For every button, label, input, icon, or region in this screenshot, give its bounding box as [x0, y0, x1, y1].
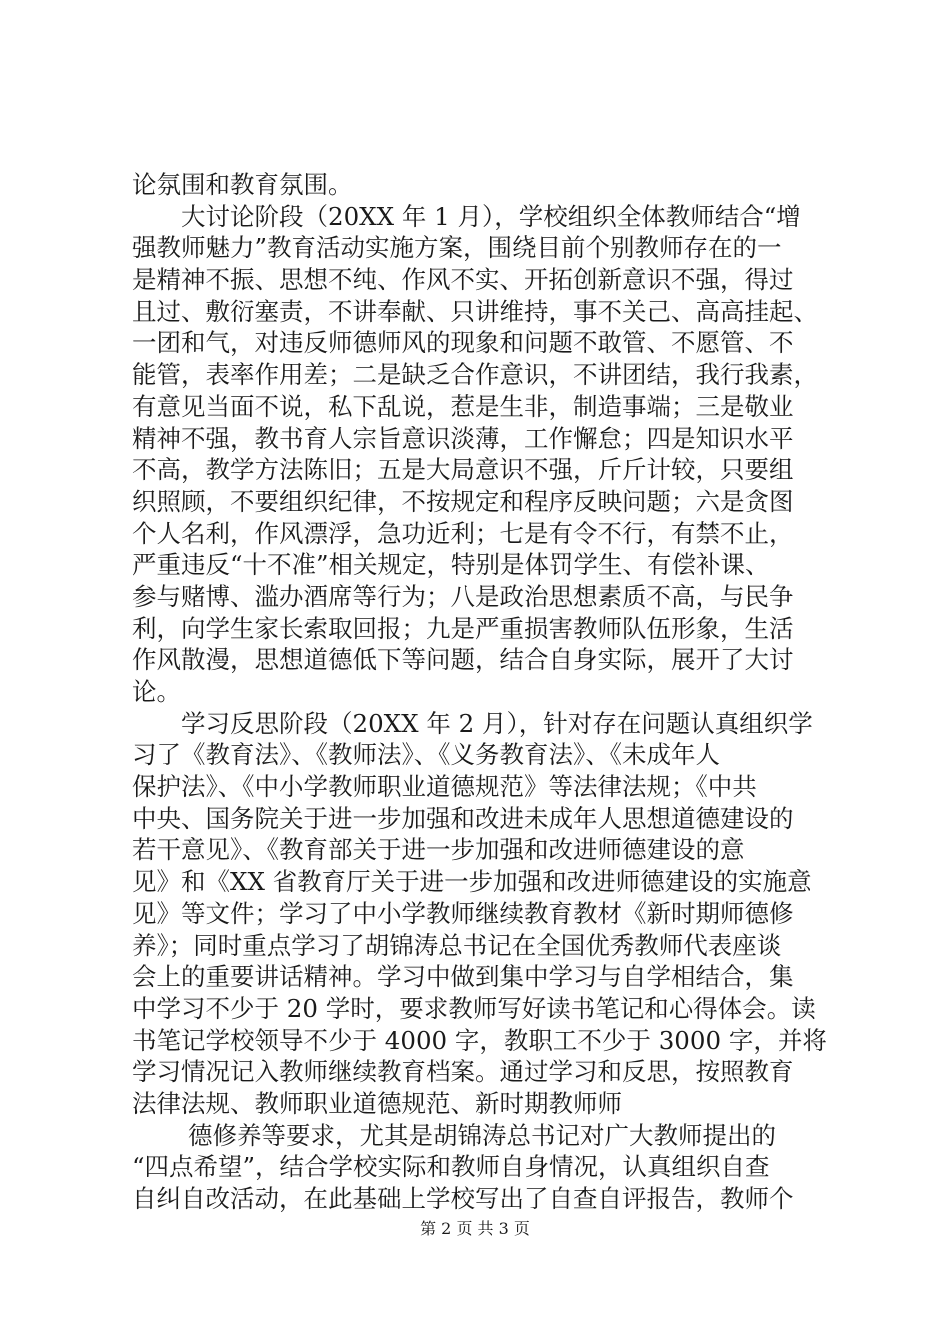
- text-line: 保护法》、《中小学教师职业道德规范》等法律法规；《中共: [132, 772, 757, 802]
- text-line: 参与赌博、滥办酒席等行为；八是政治思想素质不高，与民争: [132, 581, 794, 611]
- text-line: 是精神不振、思想不纯、作风不实、开拓创新意识不强，得过: [132, 265, 794, 295]
- text-line: 见》等文件；学习了中小学教师继续教育教材《新时期师德修: [132, 898, 794, 928]
- text-line: 论氛围和教育氛围。: [132, 170, 353, 199]
- text-line: 论。: [132, 677, 181, 706]
- text-line: 见》和《XX 省教育厅关于进一步加强和改进师德建设的实施意: [132, 867, 812, 897]
- text-line: 学习情况记入教师继续教育档案。通过学习和反思，按照教育: [132, 1057, 794, 1087]
- text-line: 有意见当面不说，私下乱说，惹是生非，制造事端；三是敬业: [132, 391, 794, 421]
- paragraph-start-line: 德修养等要求，尤其是胡锦涛总书记对广大教师提出的: [188, 1120, 776, 1150]
- text-line: 一团和气，对违反师德师风的现象和问题不敢管、不愿管、不: [132, 328, 794, 358]
- text-line: 养》；同时重点学习了胡锦涛总书记在全国优秀教师代表座谈: [132, 930, 782, 960]
- paragraph-start-line: 学习反思阶段（20XX 年 2 月），针对存在问题认真组织学: [181, 708, 813, 738]
- text-line: 严重违反“十不准”相关规定，特别是体罚学生、有偿补课、: [132, 550, 770, 580]
- text-line: 书笔记学校领导不少于 4000 字，教职工不少于 3000 字，并将: [132, 1025, 827, 1055]
- paragraph-start-line: 大讨论阶段（20XX 年 1 月），学校组织全体教师结合“增: [181, 201, 801, 231]
- text-line: 法律法规、教师职业道德规范、新时期教师师: [132, 1088, 622, 1118]
- text-line: 织照顾，不要组织纪律，不按规定和程序反映问题；六是贪图: [132, 486, 794, 516]
- text-line: 精神不强，教书育人宗旨意识淡薄，工作懈怠；四是知识水平: [132, 423, 794, 453]
- text-line: 且过、敷衍塞责，不讲奉献、只讲维持，事不关己、高高挂起、: [132, 296, 818, 326]
- text-line: 会上的重要讲话精神。学习中做到集中学习与自学相结合，集: [132, 962, 794, 992]
- text-line: 个人名利，作风漂浮，急功近利；七是有令不行，有禁不止，: [132, 518, 794, 548]
- text-line: 中学习不少于 20 学时，要求教师写好读书笔记和心得体会。读: [132, 993, 816, 1023]
- text-line: 作风散漫，思想道德低下等问题，结合自身实际，展开了大讨: [132, 645, 794, 675]
- text-line: 中央、国务院关于进一步加强和改进未成年人思想道德建设的: [132, 803, 794, 833]
- document-body: [132, 169, 832, 1215]
- text-line: 习了《教育法》、《教师法》、《义务教育法》、《未成年人: [132, 740, 720, 770]
- page-footer: [0, 1216, 950, 1239]
- text-line: 能管，表率作用差；二是缺乏合作意识，不讲团结，我行我素，: [132, 360, 818, 390]
- text-line: 自纠自改活动，在此基础上学校写出了自查自评报告，教师个: [132, 1184, 794, 1213]
- text-line: 不高，教学方法陈旧；五是大局意识不强，斤斤计较，只要组: [132, 455, 794, 485]
- text-line: 利，向学生家长索取回报；九是严重损害教师队伍形象，生活: [132, 613, 794, 643]
- page-number-label: 第 2 页 共 3 页: [420, 1219, 530, 1238]
- text-line: 若干意见》、《教育部关于进一步加强和改进师德建设的意: [132, 835, 745, 865]
- text-line: “四点希望”，结合学校实际和教师自身情况，认真组织自查: [132, 1152, 770, 1182]
- text-line: 强教师魅力”教育活动实施方案，围绕目前个别教师存在的一: [132, 233, 782, 263]
